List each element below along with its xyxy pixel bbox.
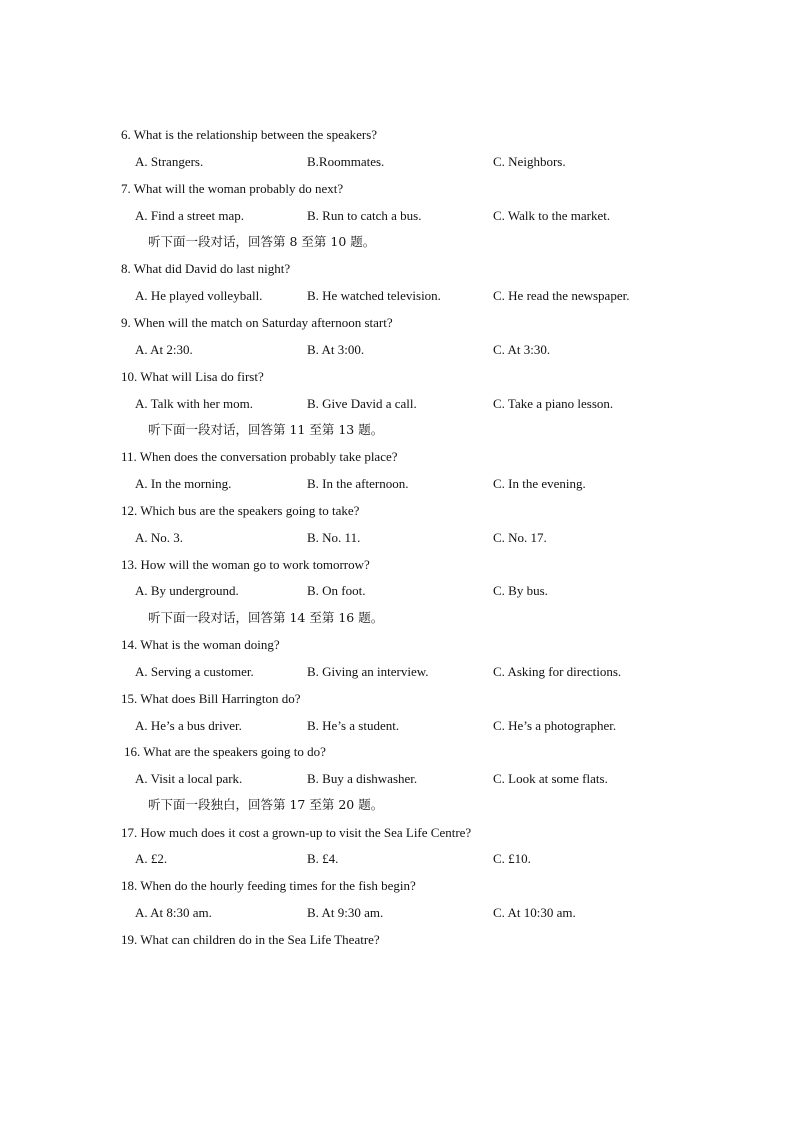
section-instruction: 听下面一段独白，回答第 17 至第 20 题。 — [148, 797, 384, 812]
option-c: C. £10. — [493, 851, 531, 866]
option-b: B. Buy a dishwasher. — [307, 771, 418, 786]
option-a: A. In the morning. — [135, 476, 232, 491]
option-a: A. Talk with her mom. — [135, 396, 254, 411]
question-12: 12. Which bus are the speakers going to take? — [121, 503, 360, 518]
option-a: A. £2. — [135, 851, 168, 866]
option-a: A. At 2:30. — [135, 342, 193, 357]
option-c: C. Asking for directions. — [493, 664, 622, 679]
question-9: 9. When will the match on Saturday afternoon start? — [121, 315, 393, 330]
option-b: B. At 9:30 am. — [307, 905, 384, 920]
question-11: 11. When does the conversation probably take place? — [121, 449, 398, 464]
option-a: A. Serving a customer. — [135, 664, 254, 679]
option-b: B. Run to catch a bus. — [307, 208, 422, 223]
option-a: A. At 8:30 am. — [135, 905, 212, 920]
question-14: 14. What is the woman doing? — [121, 637, 280, 652]
option-c: C. In the evening. — [493, 476, 586, 491]
question-17: 17. How much does it cost a grown-up to visit the Sea Life Centre? — [121, 825, 472, 840]
option-c: C. By bus. — [493, 583, 548, 598]
question-7: 7. What will the woman probably do next? — [121, 181, 344, 196]
option-c: C. At 10:30 am. — [493, 905, 576, 920]
option-b: B. At 3:00. — [307, 342, 365, 357]
option-a: A. Find a street map. — [135, 208, 245, 223]
option-b: B. Giving an interview. — [307, 664, 429, 679]
option-b: B.Roommates. — [307, 154, 385, 169]
question-8: 8. What did David do last night? — [121, 261, 291, 276]
question-19: 19. What can children do in the Sea Life Theatre? — [121, 932, 380, 947]
option-b: B. He’s a student. — [307, 718, 400, 733]
option-a: A. He’s a bus driver. — [135, 718, 242, 733]
section-instruction: 听下面一段对话，回答第 14 至第 16 题。 — [148, 610, 384, 625]
question-15: 15. What does Bill Harrington do? — [121, 691, 301, 706]
option-b: B. Give David a call. — [307, 396, 417, 411]
option-c: C. He’s a photographer. — [493, 718, 617, 733]
option-c: C. No. 17. — [493, 530, 547, 545]
option-b: B. On foot. — [307, 583, 366, 598]
question-10: 10. What will Lisa do first? — [121, 369, 264, 384]
question-6: 6. What is the relationship between the speakers? — [121, 127, 378, 142]
option-a: A. He played volleyball. — [135, 288, 263, 303]
option-b: B. He watched television. — [307, 288, 441, 303]
option-c: C. Walk to the market. — [493, 208, 611, 223]
option-a: A. Visit a local park. — [135, 771, 243, 786]
option-c: C. Neighbors. — [493, 154, 566, 169]
option-a: A. By underground. — [135, 583, 239, 598]
option-a: A. No. 3. — [135, 530, 184, 545]
section-instruction: 听下面一段对话，回答第 11 至第 13 题。 — [148, 422, 384, 437]
section-instruction: 听下面一段对话，回答第 8 至第 10 题。 — [148, 234, 376, 249]
question-18: 18. When do the hourly feeding times for the fish begin? — [121, 878, 416, 893]
option-c: C. Look at some flats. — [493, 771, 608, 786]
option-b: B. No. 11. — [307, 530, 361, 545]
option-c: C. At 3:30. — [493, 342, 551, 357]
option-c: C. He read the newspaper. — [493, 288, 630, 303]
option-c: C. Take a piano lesson. — [493, 396, 614, 411]
option-b: B. In the afternoon. — [307, 476, 409, 491]
question-16: 16. What are the speakers going to do? — [124, 744, 326, 759]
option-a: A. Strangers. — [135, 154, 204, 169]
question-13: 13. How will the woman go to work tomorrow? — [121, 557, 370, 572]
option-b: B. £4. — [307, 851, 339, 866]
